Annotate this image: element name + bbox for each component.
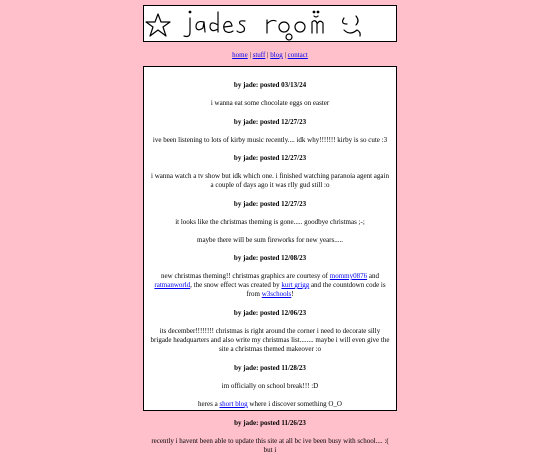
- post-body: its december!!!!!!!! christmas is right around the corner i need to decorate silly brigade headquarters and also write my christmas list........ maybe i will even give the site a christmas themed makeover :o: [150, 327, 390, 353]
- post-header: by jade: posted 12/06/23: [233, 309, 307, 317]
- nav-home-link[interactable]: home: [232, 51, 248, 59]
- short-blog-link[interactable]: short blog: [219, 400, 248, 408]
- post-text: !: [291, 290, 294, 298]
- post-header: by jade: posted 12/27/23: [233, 118, 307, 126]
- credit-link-w3schools[interactable]: w3schools: [261, 290, 292, 298]
- credit-link-kurt-grigg[interactable]: kurt grigg: [281, 281, 310, 289]
- post-text: new christmas theming!! christmas graphics are courtesy of: [161, 272, 330, 280]
- post-header: by jade: posted 11/28/23: [234, 364, 306, 372]
- site-banner: [143, 5, 397, 42]
- banner-handwriting: [144, 6, 396, 41]
- post-header: by jade: posted 12/27/23: [233, 200, 307, 208]
- credit-link-ratmanworld[interactable]: ratmanworld: [154, 281, 191, 289]
- post-header: by jade: posted 03/13/24: [233, 81, 307, 89]
- post-header: by jade: posted 12/27/23: [233, 154, 307, 162]
- post-body: it looks like the christmas theming is gone..... goodbye christmas ;-;: [175, 218, 365, 226]
- nav-stuff-link[interactable]: stuff: [252, 51, 266, 59]
- post-text: heres a: [198, 400, 220, 408]
- post-body: [149, 400, 391, 409]
- star-icon: [146, 14, 170, 36]
- post-text: and: [367, 272, 379, 280]
- credit-link-mommy0876[interactable]: mommy0876: [329, 272, 368, 280]
- post-body: im officially on school break!!! :D: [221, 382, 319, 390]
- nav-contact-link[interactable]: contact: [287, 51, 308, 59]
- post-body: recently i havent been able to update this site at all bc ive been busy with school.... :( but i: [151, 437, 389, 454]
- post-text: where i discover something O_O: [247, 400, 342, 408]
- post-header: by jade: posted 11/26/23: [234, 419, 306, 427]
- post-text: , the snow effect was created by: [190, 281, 282, 289]
- post-text: and the countdown code is from: [246, 281, 386, 298]
- nav-blog-link[interactable]: blog: [270, 51, 283, 59]
- nav-separator: |: [265, 51, 271, 59]
- post-body: [149, 272, 391, 299]
- nav-separator: |: [282, 51, 288, 59]
- post-body: i wanna eat some chocolate eggs on easter: [210, 99, 330, 107]
- post-body: ive been listening to lots of kirby music recently.... idk why!!!!!!! kirby is so cute :3: [152, 136, 388, 144]
- smiley-icon: [343, 16, 361, 36]
- post-header: by jade: posted 12/08/23: [233, 254, 307, 262]
- main-nav: [0, 51, 540, 60]
- post-body: i wanna watch a tv show but idk which one. i finished watching paranoia agent again a couple of days ago it was rlly gud still :o: [151, 172, 389, 189]
- blog-content[interactable]: [143, 66, 397, 454]
- post-body: maybe there will be sum fireworks for new years.....: [197, 236, 343, 244]
- nav-separator: |: [247, 51, 253, 59]
